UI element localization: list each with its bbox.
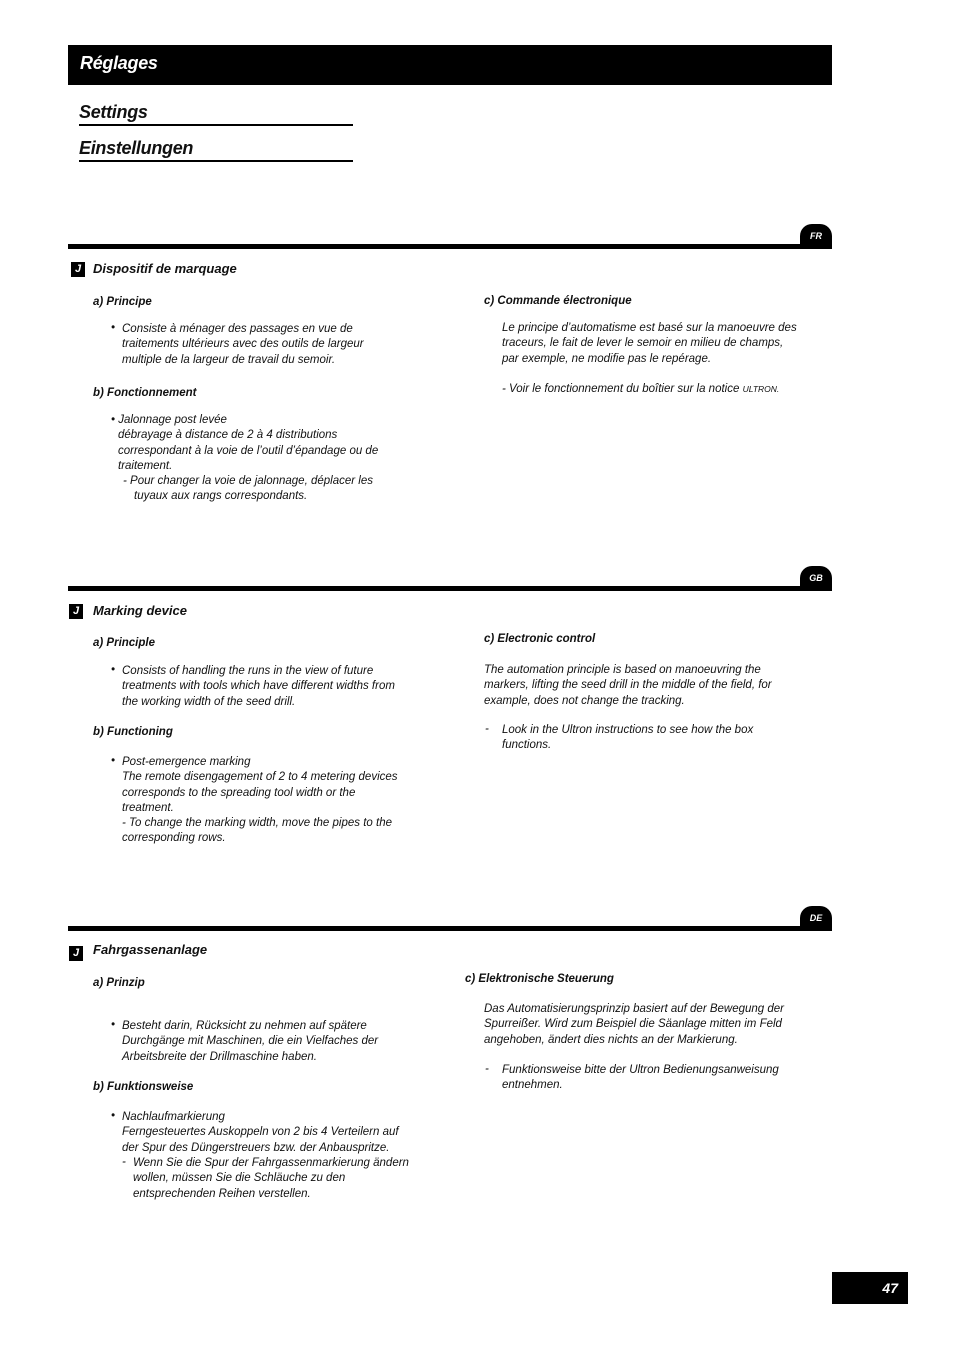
dash: - xyxy=(485,723,489,735)
paragraph: Das Automatisierungsprinzip basiert auf der Bewegung der Spurreißer. Wird zum Beispiel die Säanlage mitten im Feld angehoben, ändert dies nichts an der Markierung. xyxy=(484,1003,785,1046)
paragraph: Consists of handling the runs in the view of future treatments with tools which have different widths from the working width of the seed drill. xyxy=(122,665,395,708)
language-tab-fr: FR xyxy=(800,224,832,248)
bullet: • xyxy=(111,755,116,767)
header-bar xyxy=(68,45,832,85)
section-rule xyxy=(68,244,832,249)
subsection-title: c) Elektronische Steuerung xyxy=(465,973,614,985)
subsection-title: b) Functioning xyxy=(93,726,173,738)
subsection-title: c) Commande électronique xyxy=(484,295,632,307)
page-heading: Réglages xyxy=(80,53,158,73)
dash: - xyxy=(122,1156,126,1168)
dash: - xyxy=(485,1063,489,1075)
subsection-title: c) Electronic control xyxy=(484,633,596,645)
subsection-title: b) Funktionsweise xyxy=(93,1081,194,1093)
section-title: Marking device xyxy=(93,603,187,618)
subsection-title: b) Fonctionnement xyxy=(93,387,197,399)
brand-name: ULTRON. xyxy=(742,384,780,394)
section-title: Dispositif de marquage xyxy=(93,261,237,276)
subtitle-english: Settings xyxy=(79,101,353,126)
section-marker: J xyxy=(71,262,85,277)
language-tab-gb: GB xyxy=(800,566,832,590)
subsection-title: a) Principle xyxy=(93,637,155,649)
paragraph: Post-emergence marking The remote disengagement of 2 to 4 metering devices corresponds to the spreading tool width or the treatment. - To change the marking width, move the pipes to the corresponding rows. xyxy=(122,756,398,845)
page-number: 47 xyxy=(832,1272,908,1304)
section-rule xyxy=(68,926,832,931)
paragraph: The automation principle is based on manoeuvring the markers, lifting the seed drill in the middle of the field, for example, does not change the tracking. xyxy=(484,664,772,707)
section-title: Fahrgassenanlage xyxy=(93,942,208,957)
note: Funktionsweise bitte der Ultron Bedienungsanweisung entnehmen. xyxy=(502,1064,779,1092)
paragraph: Le principe d’automatisme est basé sur la manoeuvre des traceurs, le fait de lever le semoir en milieu de champs, par exemple, ne modifie pas le repérage. xyxy=(502,322,797,365)
note: Look in the Ultron instructions to see how the box functions. xyxy=(502,724,754,752)
note: - Voir le fonctionnement du boîtier sur la notice ULTRON. xyxy=(502,383,780,395)
paragraph: • Jalonnage post levée débrayage à distance de 2 à 4 distributions correspondant à la voie de l’outil d’épandage ou de traitement. - Pour changer la voie de jalonnage, déplacer les tuyaux aux rangs correspondants. xyxy=(111,414,379,503)
paragraph: Consiste à ménager des passages en vue de traitements ultérieurs avec des outils de largeur multiple de la largeur de travail du semoir. xyxy=(122,323,364,366)
bullet: • xyxy=(111,1110,116,1122)
subsection-title: a) Prinzip xyxy=(93,977,145,989)
paragraph: Wenn Sie die Spur der Fahrgassenmarkierung ändern wollen, müssen Sie die Schläuche zu den entsprechenden Reihen verstellen. xyxy=(133,1157,409,1200)
paragraph: Nachlaufmarkierung Ferngesteuertes Auskoppeln von 2 bis 4 Verteilern auf der Spur des Düngerstreuers bzw. der Anbauspritze. xyxy=(122,1111,399,1154)
paragraph: Besteht darin, Rücksicht zu nehmen auf spätere Durchgänge mit Maschinen, die ein Vielfaches der Arbeitsbreite der Drillmaschine haben. xyxy=(122,1020,379,1063)
language-tab-de: DE xyxy=(800,906,832,930)
section-marker: J xyxy=(69,604,83,619)
subtitle-german: Einstellungen xyxy=(79,137,353,162)
section-rule xyxy=(68,586,832,591)
bullet: • xyxy=(111,322,116,334)
subsection-title: a) Principe xyxy=(93,296,152,308)
bullet: • xyxy=(111,1019,116,1031)
bullet: • xyxy=(111,664,116,676)
section-marker: J xyxy=(69,946,83,961)
